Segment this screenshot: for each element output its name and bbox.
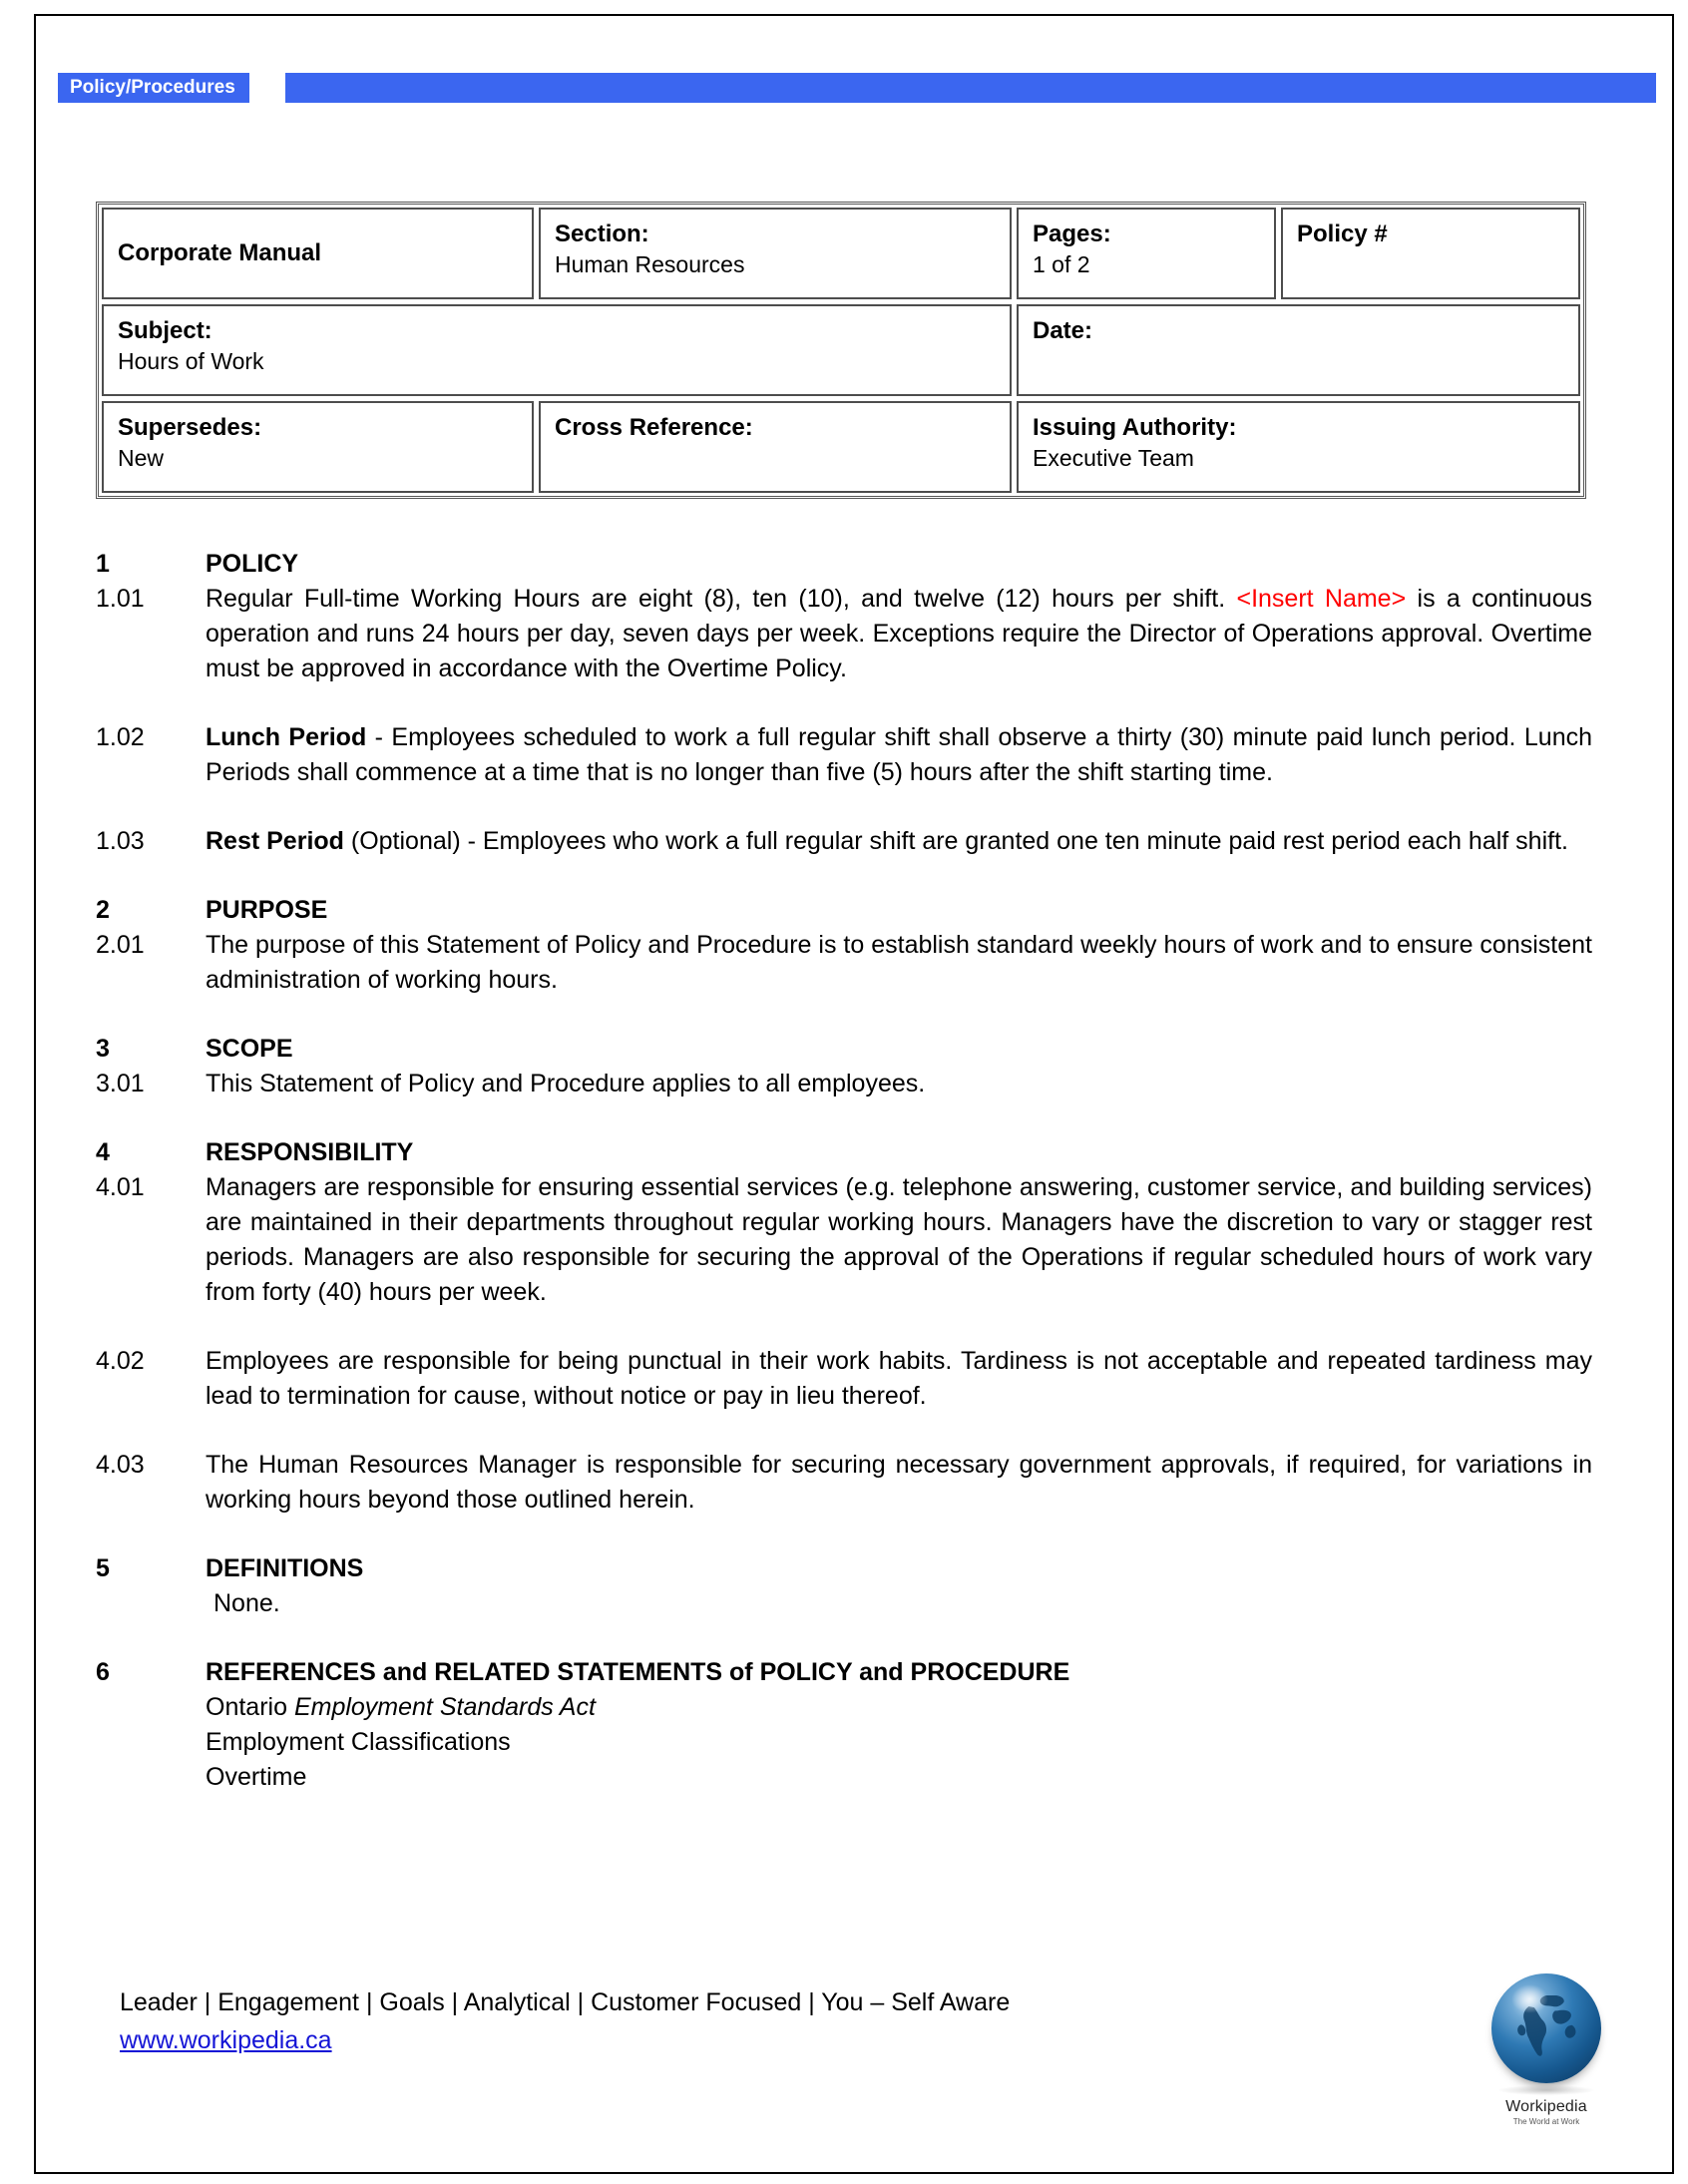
clause-number: 1.03 [96,827,145,855]
section-heading-definitions [96,1551,1592,1586]
clause-number: 3.01 [96,1070,145,1097]
spacer [96,686,1592,720]
section-number: 3 [96,1035,110,1063]
date-label: Date: [1033,317,1093,344]
spacer [96,1621,1592,1655]
clause-text: Managers are responsible for ensuring essential services (e.g. telephone answering, customer service, and building services) are maintained in their departments throughout regular working hours. Managers have the discretion to vary or stagger rest periods. Managers are also responsible for securing the approval of the Operations if regular scheduled hours of work vary from forty (40) hours per week. [206,1173,1592,1306]
cell-date [1017,304,1580,396]
table-row [102,208,1580,299]
cell-pages [1017,208,1276,299]
clause-text: The Human Resources Manager is responsible for securing necessary government approvals, if required, for variations in working hours beyond those outlined herein. [206,1451,1592,1514]
globe-continents [1491,1973,1601,2083]
header-banner [58,73,1656,103]
clause-1-02 [96,720,1592,790]
clause-text [206,582,1592,686]
logo-tagline: The World at Work [1512,2117,1580,2126]
pages-label: Pages: [1033,220,1111,247]
clause-1-03 [96,824,1592,859]
cell-issuing-authority [1017,401,1580,493]
section-number: 5 [96,1554,110,1582]
cell-subject [102,304,1012,396]
cell-supersedes [102,401,534,493]
clause-text: The purpose of this Statement of Policy and Procedure is to establish standard weekly hours of work and to ensure consistent administration of working hours. [206,931,1592,994]
spacer [96,859,1592,893]
clause-text-part1: Regular Full-time Working Hours are eight (8), ten (10), and twelve (12) hours per shift. [206,585,1237,613]
insert-name-placeholder: <Insert Name> [1236,585,1407,613]
page-footer [120,1983,1297,2059]
issuing-authority-value: Executive Team [1033,445,1194,471]
section-title: REFERENCES and RELATED STATEMENTS of POLICY and PROCEDURE [206,1658,1070,1686]
supersedes-value: New [118,445,165,471]
section-number: 6 [96,1658,110,1686]
clause-number: 4.03 [96,1451,145,1479]
subject-value: Hours of Work [118,348,264,374]
clause-number: 1.01 [96,585,145,613]
footer-website-link[interactable]: www.workipedia.ca [120,2026,332,2054]
document-info-table [96,202,1586,499]
issuing-authority-label: Issuing Authority: [1033,414,1237,441]
spacer [96,1414,1592,1448]
subject-label: Subject: [118,317,212,344]
table-row [102,304,1580,396]
clause-4-01 [96,1170,1592,1310]
section-heading-policy [96,547,1592,582]
spacer [96,1101,1592,1135]
clause-text: This Statement of Policy and Procedure applies to all employees. [206,1070,926,1097]
section-label: Section: [555,220,649,247]
section-title: PURPOSE [206,896,328,924]
supersedes-label: Supersedes: [118,414,262,441]
reference-prefix: Ontario [206,1693,294,1721]
logo-name: Workipedia [1505,2098,1587,2115]
clause-number: 4.02 [96,1347,145,1375]
clause-number: 4.01 [96,1173,145,1201]
spacer [96,790,1592,824]
table-row [102,401,1580,493]
clause-2-01 [96,928,1592,998]
section-heading-responsibility [96,1135,1592,1170]
reference-italic-title: Employment Standards Act [293,1693,596,1721]
cell-corporate-manual [102,208,534,299]
clause-body: (Optional) - Employees who work a full regular shift are granted one ten minute paid rest period each half shift. [343,827,1568,855]
clause-body: - Employees scheduled to work a full regular shift shall observe a thirty (30) minute paid lunch period. Lunch Periods shall commence at a time that is no longer than five (5) hours after the shift starting time. [206,723,1592,786]
spacer [96,998,1592,1032]
spacer [96,1310,1592,1344]
clause-lead-bold: Rest Period [206,827,344,855]
clause-text-part2: is a continuous operation and runs 24 hours per day, seven days per week. Exceptions require the Director of Operations approval. Overtime must be approved in accordance with the Overtime Policy. [206,585,1593,682]
cell-policy-number [1281,208,1580,299]
clause-number: 1.02 [96,723,145,751]
clause-number: 2.01 [96,931,145,959]
banner-tag-label: Policy/Procedures [58,73,249,103]
section-title: DEFINITIONS [206,1554,364,1582]
cell-cross-reference [539,401,1012,493]
reference-item: Overtime [206,1763,307,1791]
globe-icon [1491,1973,1601,2083]
reference-item: Employment Classifications [206,1728,511,1756]
reference-item [206,1690,1592,1725]
section-title: RESPONSIBILITY [206,1138,414,1166]
logo-shadow [1498,2085,1594,2095]
definitions-body: None. [213,1589,280,1617]
clause-text [206,720,1592,790]
section-title: POLICY [206,550,299,578]
clause-1-01 [96,582,1592,686]
section-title: SCOPE [206,1035,293,1063]
workipedia-logo [1465,1973,1628,2126]
clause-4-02 [96,1344,1592,1414]
section-number: 4 [96,1138,110,1166]
clause-text: Employees are responsible for being punctual in their work habits. Tardiness is not acceptable and repeated tardiness may lead to termination for cause, without notice or pay in lieu thereof. [206,1347,1592,1410]
section-heading-references [96,1655,1592,1690]
section-number: 1 [96,550,110,578]
footer-tagline: Leader | Engagement | Goals | Analytical | Customer Focused | You – Self Aware [120,1988,1011,2016]
banner-gap [249,73,285,103]
banner-bar [285,73,1656,103]
cell-section [539,208,1012,299]
clause-3-01 [96,1067,1592,1101]
clause-4-03 [96,1448,1592,1518]
policy-number-label: Policy # [1297,220,1388,247]
spacer [96,1518,1592,1551]
clause-lead-bold: Lunch Period [206,723,367,751]
document-body [96,547,1592,1795]
section-heading-scope [96,1032,1592,1067]
cross-reference-label: Cross Reference: [555,414,753,441]
section-number: 2 [96,896,110,924]
pages-value: 1 of 2 [1033,251,1090,277]
section-heading-purpose [96,893,1592,928]
section-value: Human Resources [555,251,745,277]
clause-text [206,824,1592,859]
manual-title: Corporate Manual [118,239,322,266]
